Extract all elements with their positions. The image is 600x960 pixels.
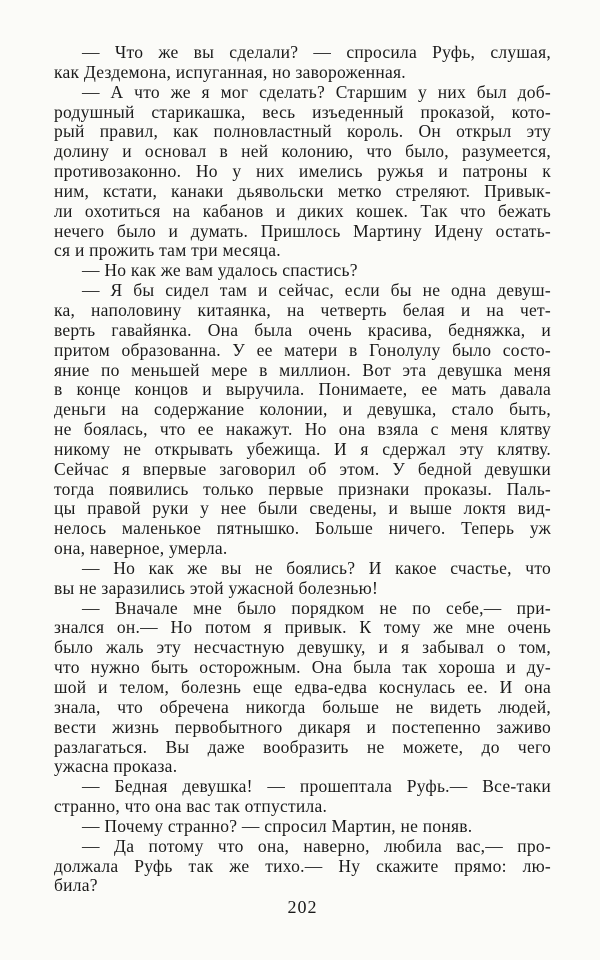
text-line: — Но как же вам удалось спастись? <box>82 260 358 281</box>
text-line: никому не открывать убежища. И я сдержал эту клятву. <box>54 438 551 459</box>
text-line: долину и основал в ней колонию, что было, разумеется, <box>54 141 551 162</box>
text-line: верть гавайянка. Она была очень красива, бедняжка, и <box>54 319 551 340</box>
text-line: должала Руфь так же тихо.— Ну скажите прямо: лю- <box>54 855 551 876</box>
text-line: что нужно быть осторожным. Она была так хороша и ду- <box>54 657 551 678</box>
paragraph <box>54 599 551 778</box>
text-line: ужасна проказа. <box>54 756 178 777</box>
text-line: противозаконно. Но у них имелись ружья и патроны к <box>54 161 551 182</box>
text-line: она, наверное, умерла. <box>54 538 228 559</box>
text-line: Сейчас я впервые заговорил об этом. У бедной девушки <box>54 458 551 479</box>
page-number: 202 <box>287 897 318 917</box>
text-line: рый правил, как полновластный король. Он открыл эту <box>54 121 551 142</box>
paragraph <box>54 43 551 83</box>
page-text <box>54 43 551 896</box>
text-line: знался он.— Но потом я привык. К тому же мне очень <box>54 617 551 638</box>
text-line: — Я бы сидел там и сейчас, если бы не одна девуш- <box>82 280 551 301</box>
text-line: странно, что она вас так отпустила. <box>54 796 328 817</box>
text-line: била? <box>54 875 98 896</box>
text-line: нечего было и думать. Пришлось Мартину Идену остать- <box>54 220 551 241</box>
text-line: ли охотиться на кабанов и диких кошек. Так что бежать <box>54 200 551 221</box>
paragraph <box>54 83 551 262</box>
text-line: — А что же я мог сделать? Старшим у них был доб- <box>82 81 551 102</box>
paragraph <box>54 817 551 837</box>
text-line: родушный старикашка, весь изъеденный проказой, кото- <box>54 101 551 122</box>
text-line: шой и телом, болезнь еще едва-едва коснулась ее. И она <box>54 677 551 697</box>
paragraph <box>54 559 551 599</box>
text-line: вы не заразились этой ужасной болезнью! <box>54 577 379 598</box>
text-line: — Да потому что она, наверно, любила вас,— про- <box>82 835 551 856</box>
paragraph <box>54 261 551 281</box>
text-line: ся и прожить там три месяца. <box>54 240 281 261</box>
text-line: тогда появились только первые признаки проказы. Паль- <box>54 478 551 499</box>
text-line: как Дездемона, испуганная, но завороженная. <box>54 61 406 82</box>
text-line: — Бедная девушка! — прошептала Руфь.— Все-таки <box>82 776 551 797</box>
text-line: ка, наполовину китаянка, на четверть белая и на чет- <box>54 299 551 320</box>
text-line: знала, что обречена никогда больше не видеть людей, <box>54 696 551 717</box>
text-line: в конце концов и выручила. Понимаете, ее мать давала <box>54 379 551 400</box>
text-line: — Но как же вы не боялись? И какое счастье, что <box>82 557 551 578</box>
text-line: вести жизнь первобытного дикаря и постепенно заживо <box>54 716 551 737</box>
text-line: нелось маленькое пятнышко. Больше ничего. Теперь уж <box>54 518 551 539</box>
paragraph <box>54 281 551 559</box>
text-line: не боялась, что ее накажут. Но она взяла с меня клятву <box>54 419 551 440</box>
text-line: разлагаться. Вы даже вообразить не можете, до чего <box>54 736 551 757</box>
text-line: — Вначале мне было порядком не по себе,— при- <box>82 597 551 618</box>
text-line: — Почему странно? — спросил Мартин, не поняв. <box>82 815 473 836</box>
text-line: — Что же вы сделали? — спросила Руфь, слушая, <box>82 42 551 62</box>
text-line: притом образованна. У ее матери в Гонолулу было состо- <box>54 339 551 360</box>
paragraph <box>54 837 551 897</box>
text-line: деньги на содержание колонии, и девушка, стало быть, <box>54 399 551 420</box>
text-line: цы правой руки у нее были сведены, и выше локтя вид- <box>54 498 551 519</box>
paragraph <box>54 777 551 817</box>
text-line: ним, кстати, канаки дьявольски метко стреляют. Привык- <box>54 180 551 201</box>
text-line: было жаль эту несчастную девушку, и я забывал о том, <box>54 637 551 658</box>
text-line: яние по меньшей мере в миллион. Вот эта девушка меня <box>54 359 551 380</box>
